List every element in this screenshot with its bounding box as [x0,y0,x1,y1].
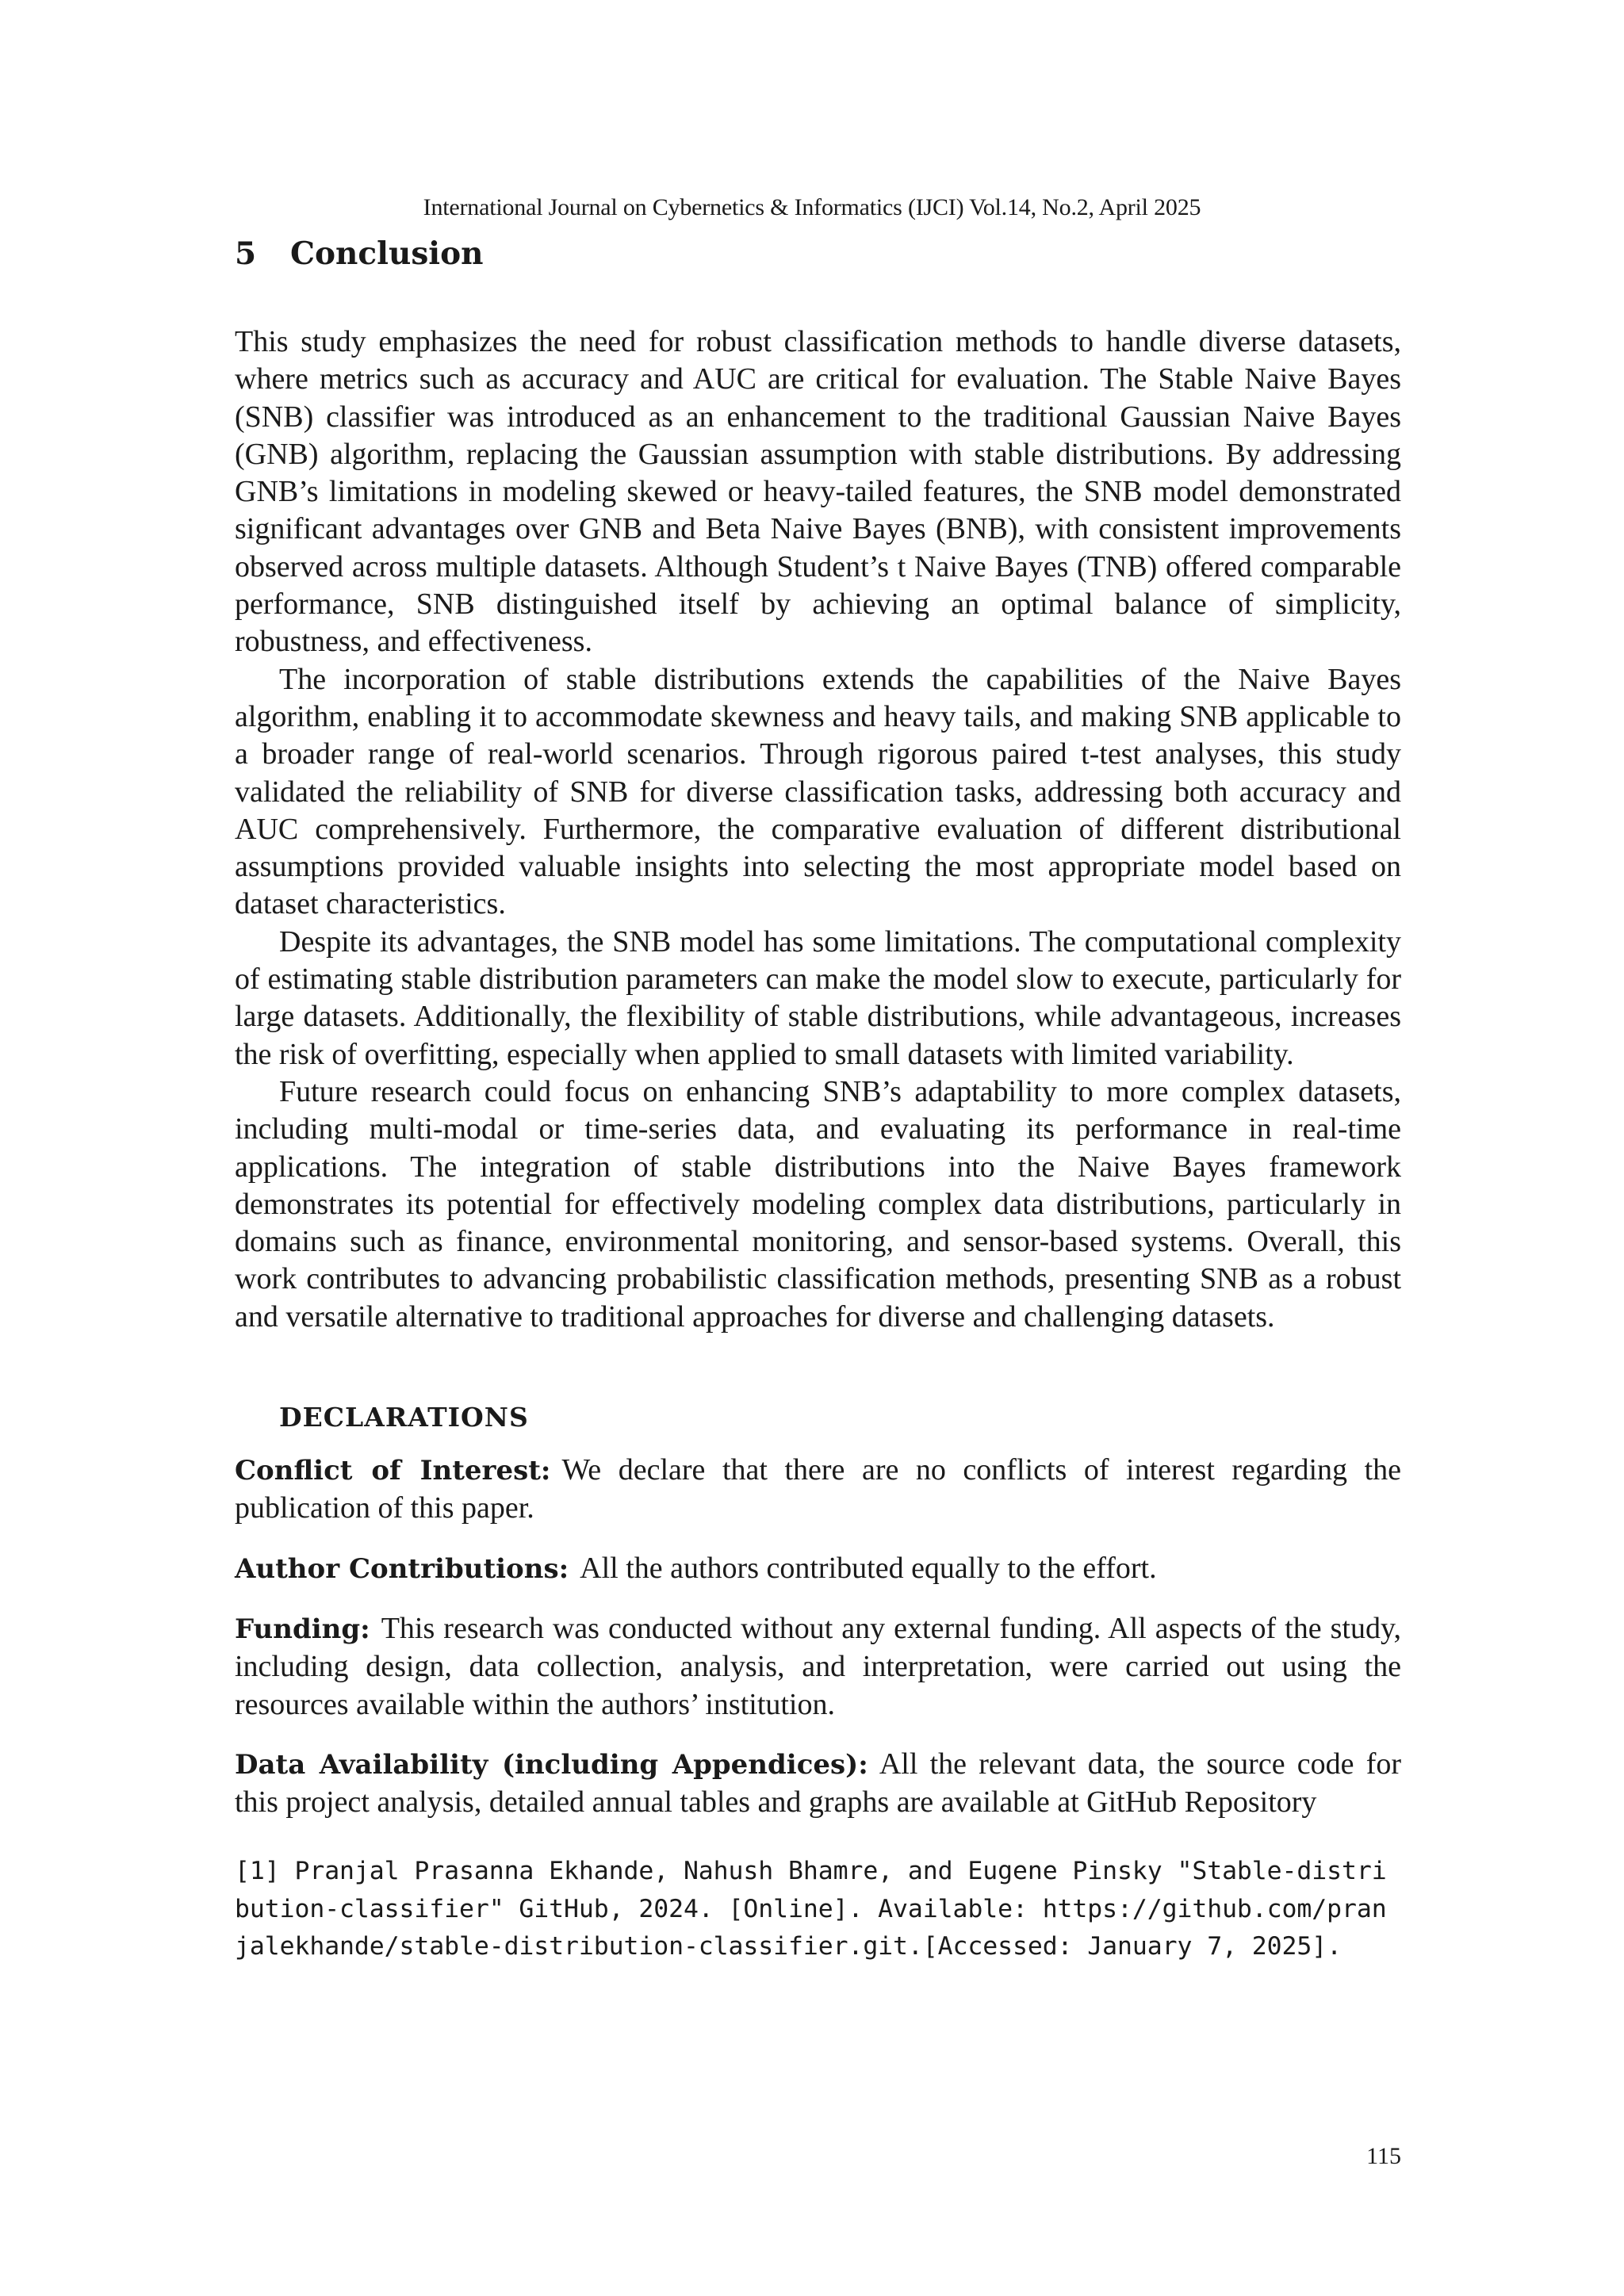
reference-github-repository: [1] Pranjal Prasanna Ekhande, Nahush Bhamre, and Eugene Pinsky "Stable-distribution-classifier" GitHub, 2024. [Online]. Available: https://github.com/pranjalekhande/stable-distribution-classifier.git.[Accessed: January 7, 2025]. [235,1857,1387,1961]
conclusion-body [235,323,1401,1336]
declaration-text: This research was conducted without any external funding. All aspects of the study, including design, data collection, analysis, and interpretation, were carried out using the resources available within the authors’ institution. [235,1611,1401,1721]
declaration-funding [235,1610,1401,1724]
conclusion-paragraph-1: This study emphasizes the need for robust classification methods to handle diverse datasets, where metrics such as accuracy and AUC are critical for evaluation. The Stable Naive Bayes (SNB) classifier was introduced as an enhancement to the traditional Gaussian Naive Bayes (GNB) algorithm, replacing the Gaussian assumption with stable distributions. By addressing GNB’s limitations in modeling skewed or heavy-tailed features, the SNB model demonstrated significant advantages over GNB and Beta Naive Bayes (BNB), with consistent improvements observed across multiple datasets. Although Student’s t Naive Bayes (TNB) offered comparable performance, SNB distinguished itself by achieving an optimal balance of simplicity, robustness, and effectiveness. [235,325,1401,659]
page-number: 115 [1366,2143,1401,2169]
declaration-label: Author Contributions: [235,1552,569,1585]
conclusion-paragraph-3: Despite its advantages, the SNB model has some limitations. The computational complexity of estimating stable distribution parameters can make the model slow to execute, particularly for large datasets. Additionally, the flexibility of stable distributions, while advantageous, increases the risk of overfitting, especially when applied to small datasets with limited variability. [235,924,1401,1071]
declaration-text: We declare that there are no conflicts of interest regarding the publication of this paper. [235,1453,1401,1525]
declaration-text: All the relevant data, the source code for this project analysis, detailed annual tables and graphs are available at GitHub Repository [235,1747,1402,1820]
declaration-conflict-of-interest [235,1452,1401,1528]
section-title: Conclusion [290,235,484,272]
page-content [235,230,1401,1965]
declaration-data-availability [235,1746,1401,1822]
conclusion-paragraph-4: Future research could focus on enhancing SNB’s adaptability to more complex datasets, including multi-modal or time-series data, and evaluating its performance in real-time applications. The integration of stable distributions into the Naive Bayes framework demonstrates its potential for effectively modeling complex data distributions, particularly in domains such as finance, environmental monitoring, and sensor-based systems. Overall, this work contributes to advancing probabilistic classification methods, presenting SNB as a robust and versatile alternative to traditional approaches for diverse and challenging datasets. [235,1074,1401,1334]
conclusion-paragraph-2: The incorporation of stable distributions extends the capabilities of the Naive Bayes algorithm, enabling it to accommodate skewness and heavy tails, and making SNB applicable to a broader range of real-world scenarios. Through rigorous paired t-test analyses, this study validated the reliability of SNB for diverse classification tasks, addressing both accuracy and AUC comprehensively. Furthermore, the comparative evaluation of different distributional assumptions provided valuable insights into selecting the most appropriate model based on dataset characteristics. [235,662,1401,921]
declaration-label: Funding: [235,1613,370,1645]
declaration-label: Conflict of Interest: [235,1455,551,1487]
declaration-author-contributions [235,1550,1401,1588]
declarations-heading: DECLARATIONS [279,1402,529,1433]
running-header: International Journal on Cybernetics & Informatics (IJCI) Vol.14, No.2, April 2025 [423,194,1201,220]
section-heading [235,230,1401,277]
declaration-text: All the authors contributed equally to the effort. [580,1551,1157,1585]
declaration-label: Data Availability (including Appendices): [235,1748,868,1781]
section-number: 5 [235,235,257,272]
